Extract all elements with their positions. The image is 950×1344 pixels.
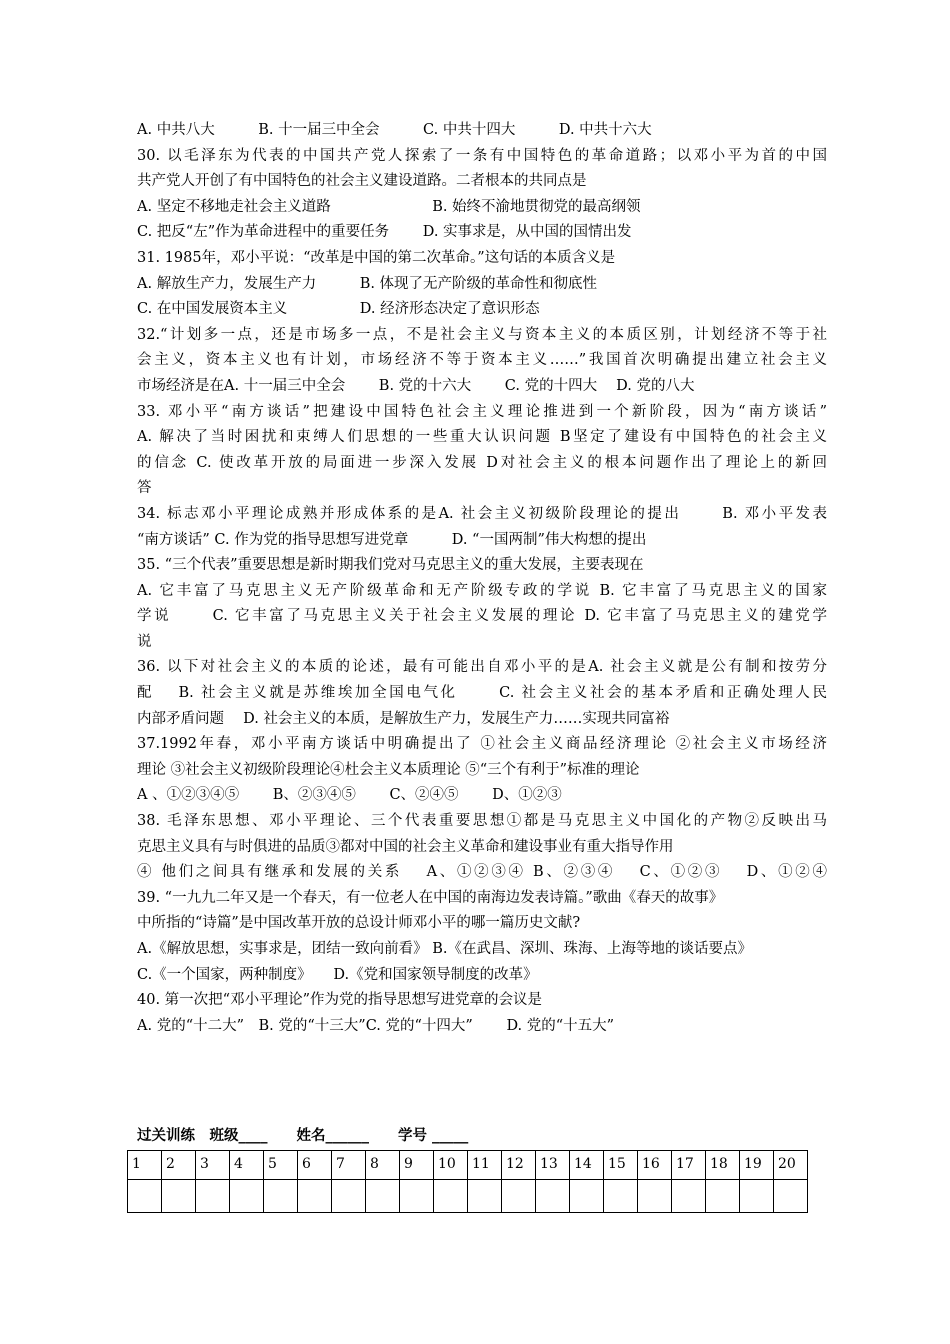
answer-blank-cell[interactable]	[502, 1180, 536, 1213]
answer-blank-cell[interactable]	[536, 1180, 570, 1213]
text-line: A. 它丰富了马克思主义无产阶级革命和无产阶级专政的学说 B. 它丰富了马克思主义的国家	[137, 582, 827, 599]
answer-blank-cell[interactable]	[230, 1180, 264, 1213]
answer-number-cell: 5	[264, 1151, 298, 1180]
text-line: 学说 C. 它丰富了马克思主义关于社会主义发展的理论 D. 它丰富了马克思主义的建党学	[137, 608, 827, 625]
answer-number-cell: 4	[230, 1151, 264, 1180]
answer-number-row	[128, 1151, 808, 1180]
text-line: 39. “一九九二年又是一个春天，有一位老人在中国的南海边发表诗篇。”歌曲《春天的故事》	[137, 889, 724, 906]
text-line: 市场经济是在A. 十一届三中全会 B. 党的十六大 C. 党的十四大 D. 党的八大	[137, 377, 695, 394]
text-line: 32.“计划多一点，还是市场多一点，不是社会主义与资本主义的本质区别，计划经济不等于社	[137, 326, 827, 343]
answer-blank-cell[interactable]	[672, 1180, 706, 1213]
text-line: A. 党的“十二大” B. 党的“十三大”C. 党的“十四大” D. 党的“十五大”	[137, 1017, 615, 1034]
answer-number-cell: 7	[332, 1151, 366, 1180]
answer-blank-cell[interactable]	[128, 1180, 162, 1213]
text-line: 36. 以下对社会主义的本质的论述，最有可能出自邓小平的是A. 社会主义就是公有制和按劳分	[137, 659, 827, 676]
answer-number-cell: 12	[502, 1151, 536, 1180]
text-line: C. 把反“左”作为革命进程中的重要任务 D. 实事求是，从中国的国情出发	[137, 224, 632, 241]
answer-number-cell: 18	[706, 1151, 740, 1180]
answer-blank-cell[interactable]	[774, 1180, 808, 1213]
text-line: 说	[137, 633, 152, 650]
text-line: 35. “三个代表”重要思想是新时期我们党对马克思主义的重大发展，主要表现在	[137, 557, 644, 574]
answer-number-cell: 13	[536, 1151, 570, 1180]
answer-number-cell: 6	[298, 1151, 332, 1180]
answer-blank-cell[interactable]	[434, 1180, 468, 1213]
text-line: A.《解放思想，实事求是，团结一致向前看》 B.《在武昌、深圳、珠海、上海等地的谈话要点》	[137, 941, 752, 957]
answer-number-cell: 19	[740, 1151, 774, 1180]
answer-blank-row	[128, 1180, 808, 1213]
class-info-line: 过关训练 班级____ 姓名______ 学号 _____	[137, 1127, 469, 1144]
text-line: 30. 以毛泽东为代表的中国共产党人探索了一条有中国特色的革命道路；以邓小平为首的中国	[137, 147, 827, 164]
text-line: A. 解决了当时困扰和束缚人们思想的一些重大认识问题 B坚定了建设有中国特色的社会主义	[137, 429, 827, 446]
text-line: 34. 标志邓小平理论成熟并形成体系的是A. 社会主义初级阶段理论的提出 B. 邓小平发表	[137, 505, 827, 522]
text-line: C.《一个国家，两种制度》 D.《党和国家领导制度的改革》	[137, 966, 538, 983]
text-line: 31. 1985年，邓小平说：“改革是中国的第二次革命。”这句话的本质含义是	[137, 249, 616, 266]
answer-number-cell: 16	[638, 1151, 672, 1180]
answer-blank-cell[interactable]	[604, 1180, 638, 1213]
text-line: 中所指的“诗篇”是中国改革开放的总设计师邓小平的哪一篇历史文献?	[137, 915, 581, 932]
text-line: ④ 他们之间具有继承和发展的关系 A、①②③④ B、②③④ C、①②③ D、①②④	[137, 864, 827, 881]
text-line: C. 在中国发展资本主义 D. 经济形态决定了意识形态	[137, 301, 540, 318]
text-line: A. 中共八大 B. 十一届三中全会 C. 中共十四大 D. 中共十六大	[137, 122, 652, 138]
text-line: 的信念 C. 使改革开放的局面进一步深入发展 D对社会主义的根本问题作出了理论上的新回	[137, 454, 827, 471]
answer-blank-cell[interactable]	[264, 1180, 298, 1213]
answer-number-cell: 3	[196, 1151, 230, 1180]
answer-blank-cell[interactable]	[706, 1180, 740, 1213]
answer-number-cell: 10	[434, 1151, 468, 1180]
answer-blank-cell[interactable]	[162, 1180, 196, 1213]
answer-number-cell: 17	[672, 1151, 706, 1180]
answer-blank-cell[interactable]	[196, 1180, 230, 1213]
text-line: A. 坚定不移地走社会主义道路 B. 始终不渝地贯彻党的最高纲领	[137, 198, 641, 215]
answer-number-cell: 11	[468, 1151, 502, 1180]
answer-number-cell: 9	[400, 1151, 434, 1180]
text-line: 会主义，资本主义也有计划，市场经济不等于资本主义……”我国首次明确提出建立社会主义	[137, 352, 827, 369]
answer-blank-cell[interactable]	[638, 1180, 672, 1213]
text-line: 克思主义具有与时俱进的品质③都对中国的社会主义革命和建设事业有重大指导作用	[137, 838, 674, 855]
answer-number-cell: 14	[570, 1151, 604, 1180]
text-line: 内部矛盾问题 D. 社会主义的本质，是解放生产力，发展生产力……实现共同富裕	[137, 710, 670, 727]
text-line: 共产党人开创了有中国特色的社会主义建设道路。二者根本的共同点是	[137, 173, 587, 190]
answer-number-cell: 2	[162, 1151, 196, 1180]
text-line: 40. 第一次把“邓小平理论”作为党的指导思想写进党章的会议是	[137, 992, 542, 1009]
answer-number-cell: 20	[774, 1151, 808, 1180]
text-line: A 、①②③④⑤ B、②③④⑤ C、②④⑤ D、①②③	[137, 787, 562, 804]
text-line: 配 B. 社会主义就是苏维埃加全国电气化 C. 社会主义社会的基本矛盾和正确处理人民	[137, 685, 827, 702]
answer-blank-cell[interactable]	[570, 1180, 604, 1213]
text-line: 答	[137, 480, 152, 497]
text-line: 33. 邓小平“南方谈话”把建设中国特色社会主义理论推进到一个新阶段，因为“南方谈话”	[137, 403, 827, 420]
answer-number-cell: 15	[604, 1151, 638, 1180]
text-line: 理论 ③社会主义初级阶段理论④杜会主义本质理论 ⑤“三个有利于”标准的理论	[137, 761, 640, 778]
answer-blank-cell[interactable]	[332, 1180, 366, 1213]
answer-table	[127, 1150, 808, 1213]
answer-blank-cell[interactable]	[740, 1180, 774, 1213]
text-line: 38. 毛泽东思想、邓小平理论、三个代表重要思想①都是马克思主义中国化的产物②反映出马	[137, 813, 827, 830]
answer-number-cell: 1	[128, 1151, 162, 1180]
text-line: “南方谈话” C. 作为党的指导思想写进党章 D. “一国两制”伟大构想的提出	[137, 531, 647, 548]
text-line: 37.1992年春，邓小平南方谈话中明确提出了 ①社会主义商品经济理论 ②社会主义市场经济	[137, 736, 827, 753]
text-line: A. 解放生产力，发展生产力 B. 体现了无产阶级的革命性和彻底性	[137, 275, 598, 292]
question-text-block	[137, 118, 827, 1039]
answer-blank-cell[interactable]	[366, 1180, 400, 1213]
answer-blank-cell[interactable]	[468, 1180, 502, 1213]
answer-blank-cell[interactable]	[298, 1180, 332, 1213]
answer-number-cell: 8	[366, 1151, 400, 1180]
answer-blank-cell[interactable]	[400, 1180, 434, 1213]
